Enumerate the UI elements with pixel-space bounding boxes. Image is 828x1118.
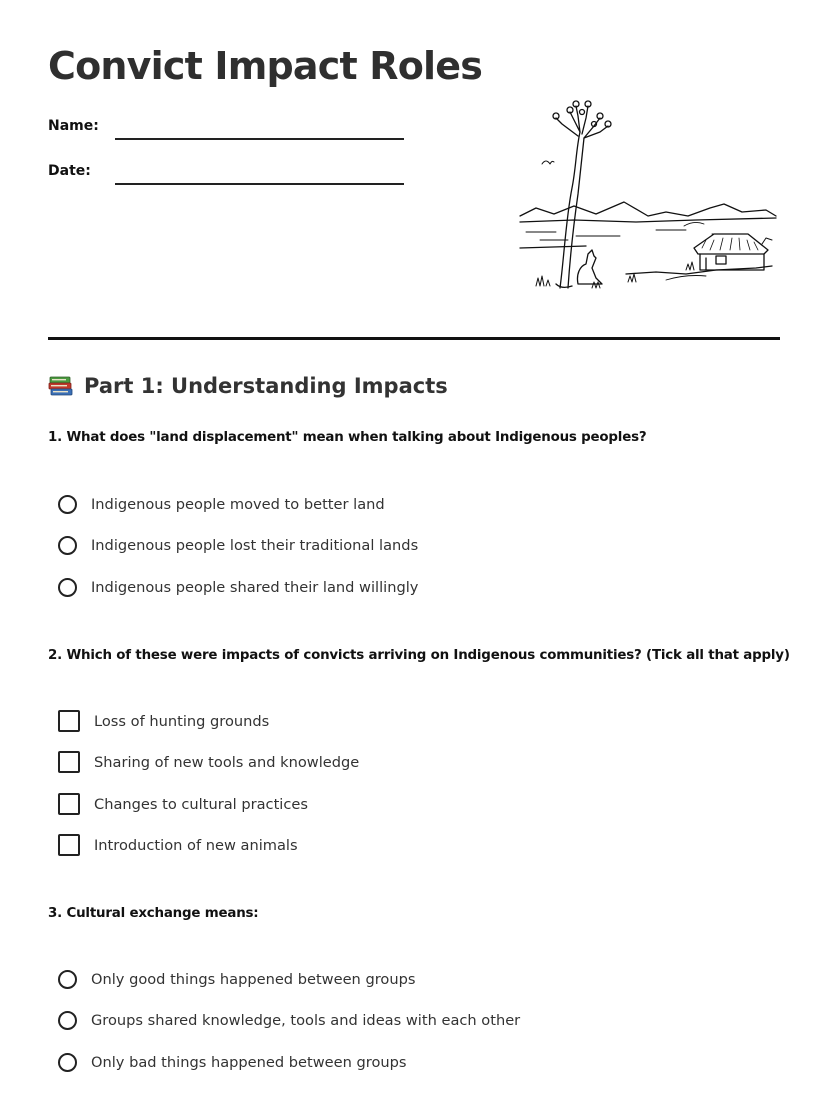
radio-button[interactable] [58,495,77,514]
part1-heading-text: Part 1: Understanding Impacts [84,374,448,398]
option-label: Indigenous people moved to better land [91,495,385,513]
radio-button[interactable] [58,1053,77,1072]
question-3-option[interactable] [58,967,415,991]
section-divider [48,337,780,340]
question-1-text: 1. What does "land displacement" mean when talking about Indigenous peoples? [48,430,647,445]
option-label: Only good things happened between groups [91,970,416,988]
option-label: Changes to cultural practices [94,795,308,813]
date-field[interactable] [115,183,404,185]
books-icon [48,374,74,398]
checkbox[interactable] [58,751,80,773]
mountains-icon [520,202,776,216]
landscape-illustration-icon [516,98,780,298]
question-1-option[interactable] [58,575,418,599]
question-1-option[interactable] [58,533,418,557]
radio-button[interactable] [58,578,77,597]
radio-button[interactable] [58,1011,77,1030]
radio-button[interactable] [58,970,77,989]
checkbox[interactable] [58,834,80,856]
question-2-option[interactable] [58,792,308,816]
name-field[interactable] [115,138,404,140]
checkbox[interactable] [58,793,80,815]
option-label: Introduction of new animals [94,836,298,854]
checkbox[interactable] [58,710,80,732]
part1-heading [48,374,448,398]
question-2-option[interactable] [58,709,269,733]
option-label: Only bad things happened between groups [91,1053,407,1071]
question-2-text: 2. Which of these were impacts of convicts arriving on Indigenous communities? (Tick all that apply) [48,648,790,663]
option-label: Loss of hunting grounds [94,712,270,730]
worksheet-title: Convict Impact Roles [48,44,483,88]
question-2-option[interactable] [58,833,298,857]
question-3-option[interactable] [58,1050,407,1074]
option-label: Indigenous people lost their traditional lands [91,536,419,554]
date-label: Date: [48,163,91,179]
option-label: Indigenous people shared their land willingly [91,578,419,596]
question-1-option[interactable] [58,492,385,516]
option-label: Sharing of new tools and knowledge [94,753,360,771]
option-label: Groups shared knowledge, tools and ideas with each other [91,1011,521,1029]
radio-button[interactable] [58,536,77,555]
question-2-option[interactable] [58,750,359,774]
question-3-option[interactable] [58,1008,520,1032]
name-label: Name: [48,118,99,134]
question-3-text: 3. Cultural exchange means: [48,906,259,921]
